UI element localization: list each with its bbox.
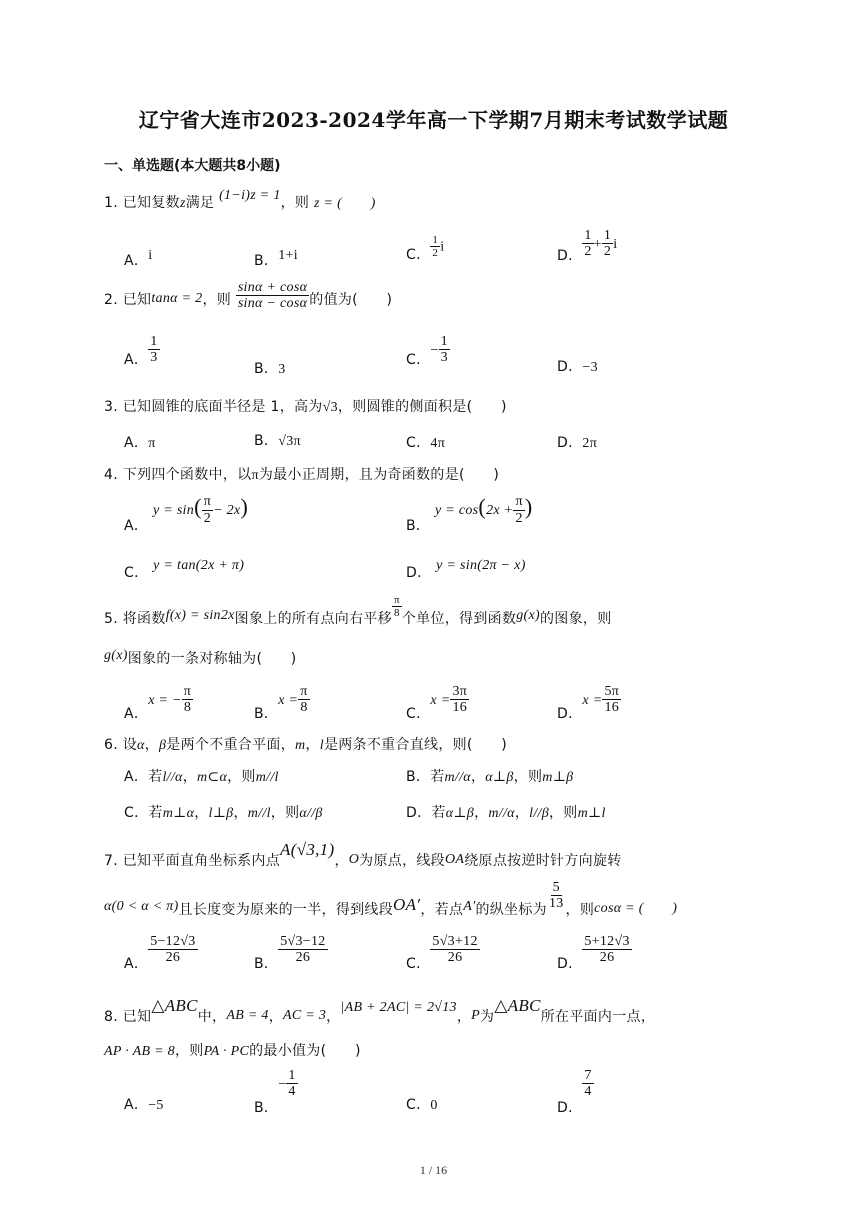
question-text: 已知圆锥的底面半径是 1，高为 [122, 399, 323, 415]
option-d [557, 934, 632, 972]
math-expr: AC = 3 [283, 1008, 327, 1023]
section-heading: 一、单选题(本大题共8小题) [104, 158, 281, 174]
option-label: C． [406, 705, 431, 722]
math-expr: O [348, 852, 360, 867]
question-7 [104, 840, 622, 869]
math-expr: AP · AB = 8 [104, 1044, 175, 1059]
fraction-denominator: 26 [165, 950, 181, 966]
fraction-denominator: 26 [447, 950, 463, 966]
fraction-numerator: 5 [552, 880, 560, 895]
option-label: D． [557, 435, 583, 451]
question-text: 为原点，线段 [359, 853, 445, 869]
question-8 [104, 996, 656, 1025]
option-label: C． [406, 435, 431, 451]
question-3 [104, 396, 507, 416]
question-1 [104, 188, 376, 212]
option-label: C． [406, 1097, 431, 1113]
fraction-denominator: 13 [548, 896, 564, 912]
math-expr: m//l [247, 806, 271, 821]
option-c [406, 934, 480, 972]
fraction-denominator: 8 [300, 700, 308, 716]
option-label: B． [254, 361, 279, 377]
fraction-numerator: π [183, 684, 192, 699]
question-text: ， [144, 737, 160, 753]
fraction-denominator: 16 [604, 700, 620, 716]
question-text: 下列四个函数中，以 [122, 467, 252, 483]
option-label: B． [254, 253, 279, 269]
question-text: ， [456, 1009, 472, 1025]
fraction-numerator: sinα + cosα [237, 280, 308, 295]
option-d [406, 554, 526, 581]
question-text: 所在平面内一点， [540, 1009, 656, 1025]
question-text: 的图象，则 [540, 610, 612, 627]
question-text: ，则 [174, 1043, 204, 1059]
math-expr: f(x) = sin2x [165, 607, 235, 623]
math-expr: + [593, 236, 602, 252]
option-label: B． [254, 1099, 279, 1116]
option-label: C． [406, 246, 431, 263]
math-expr: x = [278, 692, 299, 708]
fraction-denominator: 16 [452, 700, 468, 716]
question-text: 的最小值为( ) [249, 1043, 361, 1059]
option-value: π [148, 436, 156, 451]
question-number: 7. [104, 853, 118, 869]
option-label: D． [557, 359, 583, 375]
option-label: A． [124, 955, 149, 972]
fraction-numerator: 7 [584, 1068, 592, 1083]
option-label: A．若 [124, 769, 163, 785]
math-expr: g(x) [104, 648, 128, 663]
math-expr: y = cos [434, 503, 479, 518]
question-4 [104, 464, 499, 484]
math-expr: − 2x [213, 503, 241, 518]
fraction-numerator: 1 [603, 228, 612, 243]
option-label: D． [557, 955, 583, 972]
question-text: 将函数 [122, 610, 166, 627]
fraction-denominator: 2 [515, 510, 523, 526]
question-number: 4. [104, 467, 118, 483]
fraction-denominator: 4 [584, 1084, 592, 1100]
math-expr: y = sin [152, 503, 195, 518]
math-expr: P [471, 1008, 481, 1023]
math-expr: α [137, 738, 145, 753]
question-text: 是两个不重合平面， [166, 737, 295, 753]
question-text: 已知 [122, 291, 152, 308]
math-expr: (1−i)z = 1 [219, 188, 281, 203]
option-label: A． [124, 1097, 149, 1113]
option-b [254, 934, 328, 972]
option-a [124, 934, 198, 972]
fraction-denominator: 2 [432, 247, 439, 260]
fraction-numerator: 5+12√3 [584, 934, 630, 949]
fraction-denominator: 26 [599, 950, 615, 966]
question-number: 3. [104, 399, 118, 415]
option-label: C． [406, 955, 431, 972]
math-expr: l//α [162, 770, 183, 785]
option-label: A． [124, 705, 149, 722]
option-value: y = tan(2x + π) [153, 558, 245, 573]
question-8-line2 [104, 1040, 361, 1060]
option-a [124, 1094, 164, 1114]
question-5-line2 [104, 648, 297, 668]
question-text: ，则 [227, 769, 256, 785]
math-expr: − [430, 342, 439, 358]
fraction-numerator: π [203, 494, 212, 510]
math-expr: m⊥l [577, 806, 606, 821]
question-text: 满足 [185, 195, 215, 211]
question-text: 已知复数 [122, 195, 180, 211]
math-expr: m⊥α [162, 806, 195, 821]
option-value: 4π [430, 436, 446, 451]
question-text: ，则 [270, 805, 300, 821]
fraction-numerator: 1 [584, 228, 592, 243]
option-label: D． [557, 247, 583, 264]
question-text: ， [305, 737, 320, 753]
fraction-numerator: 1 [288, 1068, 296, 1083]
question-text: 的纵坐标为 [475, 901, 547, 918]
fraction-denominator: 4 [288, 1084, 296, 1100]
math-expr: l//β [529, 806, 549, 821]
option-value: 0 [430, 1098, 438, 1113]
fraction-numerator: 3π [452, 684, 468, 699]
math-expr: z [179, 196, 186, 211]
option-a: A．若l//α，m⊂α，则m//l [124, 769, 279, 785]
question-number: 8. [104, 1009, 118, 1025]
fraction-numerator: 5√3+12 [432, 934, 478, 949]
math-expr: m//α [444, 770, 471, 785]
option-a: A． y = sin( $\frac{\pi}{2}$ − 2x) [124, 494, 249, 534]
option-a [124, 684, 193, 722]
option-label: B． [254, 955, 279, 972]
option-c: C．若m⊥α，l⊥β，m//l，则α//β [124, 805, 323, 821]
option-c [406, 684, 469, 722]
option-c [406, 1094, 438, 1114]
question-text: ，则 [565, 901, 595, 918]
fraction-numerator: 5π [604, 684, 620, 699]
math-expr: 2x + [486, 503, 514, 518]
question-text: ，则 [513, 769, 543, 785]
option-label: A． [124, 253, 149, 269]
question-6 [104, 734, 507, 754]
option-value: −5 [148, 1098, 164, 1113]
question-text: 绕原点按逆时针方向旋转 [464, 853, 622, 869]
question-number: 5. [104, 610, 118, 627]
option-label: A． [124, 518, 149, 534]
math-expr: β [159, 738, 167, 753]
math-expr: tanα = 2 [151, 290, 203, 306]
question-text: ，则 [549, 805, 578, 821]
math-expr: m⊥β [542, 770, 574, 785]
math-expr: − [278, 1076, 287, 1092]
question-text: ， [268, 1009, 284, 1025]
page-title: 辽宁省大连市2023-2024学年高一下学期7月期末考试数学试题 [138, 108, 729, 132]
option-b [254, 430, 301, 450]
fraction-denominator: 8 [394, 607, 400, 620]
option-d: D．若α⊥β，m//α，l//β，则m⊥l [406, 805, 606, 821]
math-expr: α(0 < α < π) [104, 898, 179, 914]
fraction-numerator: π [515, 494, 523, 510]
math-expr: x = − [148, 692, 182, 708]
option-d [557, 684, 621, 722]
fraction-numerator: π [300, 684, 308, 699]
option-value: y = sin(2π − x) [436, 558, 526, 573]
fraction-denominator: 3 [150, 350, 158, 366]
option-value: i [148, 248, 153, 263]
option-value: √3π [278, 434, 301, 449]
question-text: 图象上的所有点向右平移 [234, 610, 392, 627]
option-label: D．若 [406, 805, 446, 821]
math-expr: π [251, 468, 259, 483]
option-label: B． [254, 433, 279, 449]
math-expr: α//β [299, 806, 323, 821]
option-a [124, 334, 160, 366]
option-b [254, 250, 298, 270]
math-expr: m⊂α [197, 770, 228, 785]
option-b: B．若m//α，α⊥β，则m⊥β [406, 769, 574, 785]
option-value: i [440, 239, 445, 255]
option-value: 1+i [278, 248, 298, 263]
fraction-numerator: 1 [150, 334, 158, 349]
option-b [254, 684, 310, 722]
option-c [124, 554, 245, 581]
math-expr: α⊥β [485, 770, 514, 785]
math-expr: AB = 4 [226, 1008, 269, 1023]
math-expr: cosα = ( ) [594, 900, 678, 916]
question-2 [104, 280, 392, 312]
fraction-denominator: sinα − cosα [237, 296, 308, 312]
option-label: D． [557, 705, 583, 722]
option-label: A． [124, 351, 149, 368]
option-value: 2π [582, 436, 598, 451]
fraction-numerator: π [393, 594, 400, 606]
question-text: 已知 [122, 1009, 152, 1025]
option-label: B．若 [406, 769, 445, 785]
option-d [557, 356, 598, 376]
math-expr: α⊥β [445, 806, 475, 821]
option-label: D． [557, 1099, 583, 1116]
math-expr: |AB + 2AC| = 2√13 [340, 1000, 457, 1015]
fraction-denominator: 2 [603, 244, 612, 260]
question-7-line2 [104, 880, 678, 918]
option-c [406, 432, 445, 452]
question-5 [104, 594, 612, 627]
option-label: B． [406, 518, 431, 534]
question-text: 设 [122, 737, 138, 753]
option-label: B． [254, 705, 279, 722]
fraction-numerator: 1 [432, 234, 439, 246]
math-expr: A(√3,1) [280, 840, 335, 859]
option-c [406, 234, 445, 263]
option-label: C． [124, 565, 149, 581]
fraction-numerator: 5−12√3 [150, 934, 196, 949]
option-d [557, 228, 618, 264]
question-text: ，若点 [420, 901, 464, 918]
math-expr: l [319, 738, 324, 753]
question-text: 图象的一条对称轴为( ) [127, 651, 297, 667]
math-expr: x = [430, 692, 451, 708]
math-expr: A′ [463, 898, 476, 914]
math-expr: m [295, 738, 306, 753]
math-expr: OA′ [393, 894, 421, 914]
option-value: −3 [582, 360, 598, 375]
option-a [124, 432, 156, 452]
page-number: 1 / 16 [419, 1163, 448, 1177]
math-expr: △ABC [494, 996, 541, 1015]
question-text: ，则圆锥的侧面积是( ) [337, 399, 507, 415]
question-number: 1. [104, 195, 118, 211]
question-text: 为最小正周期，且为奇函数的是( ) [258, 467, 500, 483]
question-number: 6. [104, 737, 118, 753]
option-label: C．若 [124, 805, 163, 821]
fraction-denominator: 2 [584, 244, 592, 260]
math-expr: z = ( ) [314, 196, 376, 211]
math-expr: √3 [322, 400, 338, 415]
question-text: 已知平面直角坐标系内点 [122, 853, 281, 869]
option-a [124, 250, 152, 270]
option-d [557, 432, 597, 452]
question-text: 且长度变为原来的一半，得到线段 [178, 901, 394, 918]
math-expr: l⊥β [208, 806, 234, 821]
option-value: 3 [278, 362, 286, 377]
math-expr: m//α [488, 806, 515, 821]
question-text: 个单位，得到函数 [401, 610, 517, 627]
option-label: C． [406, 351, 431, 368]
option-label: A． [124, 435, 149, 451]
option-b: B． y = cos(2x + $\frac{\pi}{2}$ ) [406, 494, 533, 534]
fraction-denominator: 8 [183, 700, 192, 716]
fraction-numerator: 5√3−12 [280, 934, 326, 949]
option-value: i [613, 236, 618, 252]
fraction-denominator: 26 [295, 950, 311, 966]
question-number: 2. [104, 291, 118, 308]
question-text: ， [326, 1009, 341, 1025]
math-expr: OA [444, 852, 465, 867]
question-text: 是两条不重合直线，则( ) [323, 737, 508, 753]
option-b [254, 358, 286, 378]
question-text: 的值为( ) [309, 291, 393, 308]
fraction-denominator: 2 [203, 510, 212, 526]
math-expr: PA · PC [203, 1044, 250, 1059]
option-d [557, 1068, 594, 1116]
option-label: D． [406, 565, 432, 581]
option-c [406, 334, 450, 366]
math-expr: g(x) [516, 607, 540, 623]
fraction-numerator: 1 [440, 334, 448, 349]
math-expr: x = [582, 692, 603, 708]
math-expr: m//l [255, 770, 279, 785]
question-text: ， [334, 853, 349, 869]
question-text: ，则 [202, 291, 232, 308]
option-b [254, 1068, 298, 1116]
question-text: 为 [480, 1009, 495, 1025]
question-text: ，则 [280, 195, 310, 211]
math-expr: △ABC [151, 996, 198, 1015]
fraction-denominator: 3 [440, 350, 448, 366]
question-text: 中， [197, 1009, 227, 1025]
